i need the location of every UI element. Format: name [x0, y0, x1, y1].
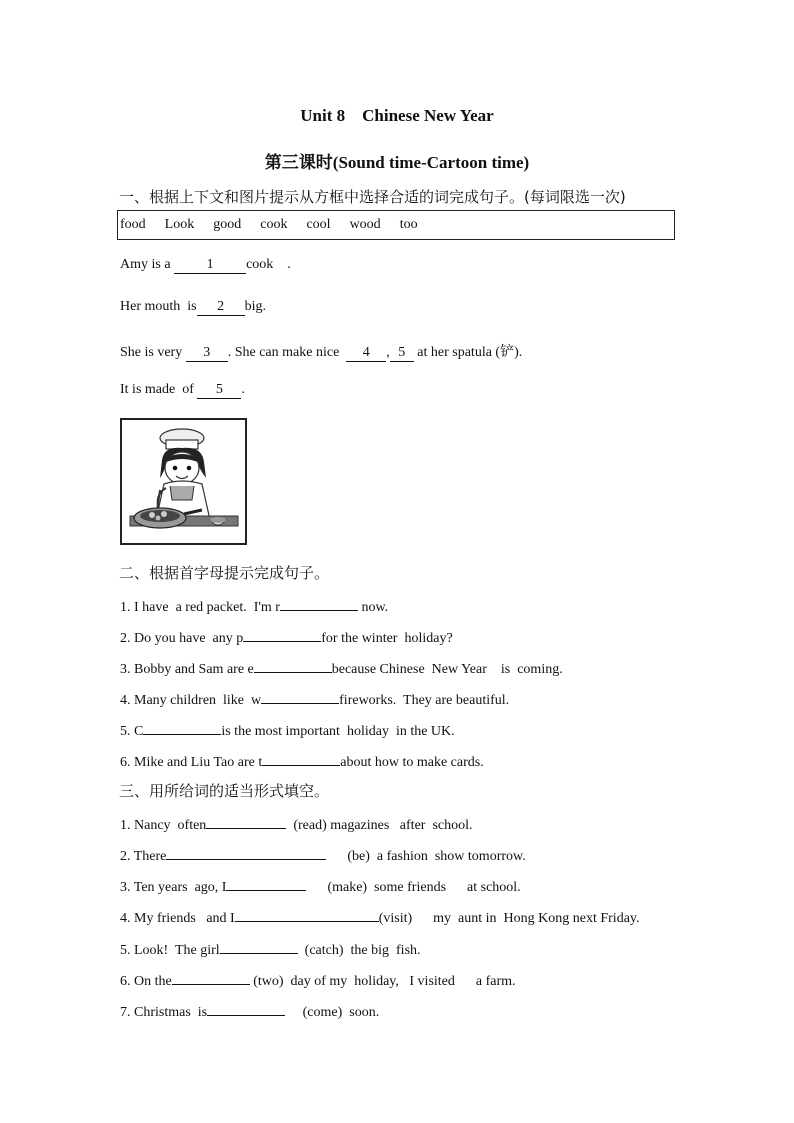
sentence-text: It is made of [120, 382, 198, 397]
sentence-text: (be) a fashion show tomorrow. [326, 849, 526, 864]
s2-item-3 [120, 656, 563, 678]
sentence-text: 5. C [120, 724, 144, 739]
sentence-text: 1. I have a red packet. I'm r [120, 600, 280, 615]
sentence-text: 1. Nancy often [120, 818, 207, 833]
sentence-text: , [386, 345, 390, 360]
sentence-text: 2. There [120, 849, 167, 864]
sentence-text: for the winter holiday? [321, 631, 453, 646]
s1-sentence-1 [120, 257, 291, 274]
sentence-text: (read) magazines after school. [286, 818, 473, 833]
sentence-text: 7. Christmas is [120, 1005, 208, 1020]
s1-sentence-4 [120, 382, 245, 399]
sentence-text: Amy is a [120, 257, 171, 272]
answer-blank[interactable] [172, 968, 250, 985]
s3-item-4 [120, 905, 640, 927]
sentence-text: big. [244, 299, 266, 314]
s2-item-5 [120, 718, 455, 740]
answer-blank[interactable] [243, 625, 321, 642]
answer-blank-5[interactable]: 5 [390, 345, 414, 362]
s3-item-7 [120, 999, 379, 1021]
answer-blank-3[interactable]: 3 [186, 345, 228, 362]
word-bank-word: good [213, 217, 242, 232]
answer-blank[interactable] [235, 905, 379, 922]
answer-blank[interactable] [226, 874, 306, 891]
sentence-text: fireworks. They are beautiful. [339, 693, 510, 708]
answer-blank-4[interactable]: 4 [346, 345, 386, 362]
sentence-text: 3. Ten years ago, I [120, 880, 227, 895]
sentence-text: (catch) the big fish. [297, 943, 421, 958]
sentence-text: now. [357, 600, 389, 615]
answer-blank[interactable] [261, 687, 339, 704]
lesson-subtitle: 第三课时(Sound time-Cartoon time) [264, 153, 530, 172]
sentence-text: 2. Do you have any p [120, 631, 244, 646]
s3-item-5 [120, 937, 421, 959]
sentence-text: at her spatula (铲). [413, 345, 523, 360]
girl-cooking-illustration [120, 418, 247, 545]
sentence-text: (two) day of my holiday, I visited a farm. [249, 974, 516, 989]
sentence-text: cook . [246, 257, 291, 272]
answer-blank[interactable] [166, 843, 326, 860]
s2-item-4 [120, 687, 509, 709]
s3-item-2 [120, 843, 526, 865]
s1-sentence-2 [120, 299, 266, 316]
sentence-text: (make) some friends at school. [306, 880, 521, 895]
s3-item-3 [120, 874, 521, 896]
sentence-text: 6. Mike and Liu Tao are t [120, 755, 263, 770]
sentence-text: because Chinese New Year is coming. [331, 662, 563, 677]
page-title: Unit 8 Chinese New Year [300, 106, 494, 125]
sentence-text: . [241, 382, 245, 397]
sentence-text: 4. My friends and I [120, 911, 235, 926]
s3-item-6 [120, 968, 516, 990]
answer-blank[interactable] [254, 656, 332, 673]
word-bank-word: too [399, 217, 418, 232]
answer-blank-1[interactable]: 1 [174, 257, 246, 274]
answer-blank[interactable] [220, 937, 298, 954]
sentence-text: Her mouth is [120, 299, 197, 314]
s2-item-6 [120, 749, 484, 771]
word-bank-box [117, 210, 675, 240]
sentence-text: 5. Look! The girl [120, 943, 220, 958]
sentence-text: . She can make nice [227, 345, 347, 360]
sentence-text: about how to make cards. [340, 755, 484, 770]
cook-girl-drawing [122, 420, 245, 543]
answer-blank[interactable] [207, 999, 285, 1016]
s2-item-1 [120, 594, 388, 616]
s2-item-2 [120, 625, 453, 647]
sentence-text: 3. Bobby and Sam are e [120, 662, 254, 677]
answer-blank[interactable] [262, 749, 340, 766]
word-bank-word: cook [260, 217, 288, 232]
sentence-text: She is very [120, 345, 186, 360]
word-bank-word: wood [349, 217, 381, 232]
section2-heading: 二、根据首字母提示完成句子。 [119, 564, 330, 582]
sentence-text: is the most important holiday in the UK. [221, 724, 455, 739]
sentence-text: 4. Many children like w [120, 693, 262, 708]
answer-blank-6[interactable]: 5 [197, 382, 241, 399]
sentence-text: (visit) my aunt in Hong Kong next Friday. [378, 911, 640, 926]
answer-blank-2[interactable]: 2 [197, 299, 245, 316]
word-bank-word: Look [164, 217, 195, 232]
s3-item-1 [120, 812, 473, 834]
section3-heading: 三、用所给词的适当形式填空。 [119, 782, 330, 800]
s1-sentence-3 [120, 341, 522, 362]
word-bank-word: food [120, 217, 146, 232]
answer-blank[interactable] [206, 812, 286, 829]
answer-blank[interactable] [280, 594, 358, 611]
word-bank-word: cool [306, 217, 331, 232]
section1-heading: 一、根据上下文和图片提示从方框中选择合适的词完成句子。(每词限选一次) [119, 188, 626, 206]
answer-blank[interactable] [143, 718, 221, 735]
sentence-text: (come) soon. [285, 1005, 380, 1020]
sentence-text: 6. On the [120, 974, 172, 989]
